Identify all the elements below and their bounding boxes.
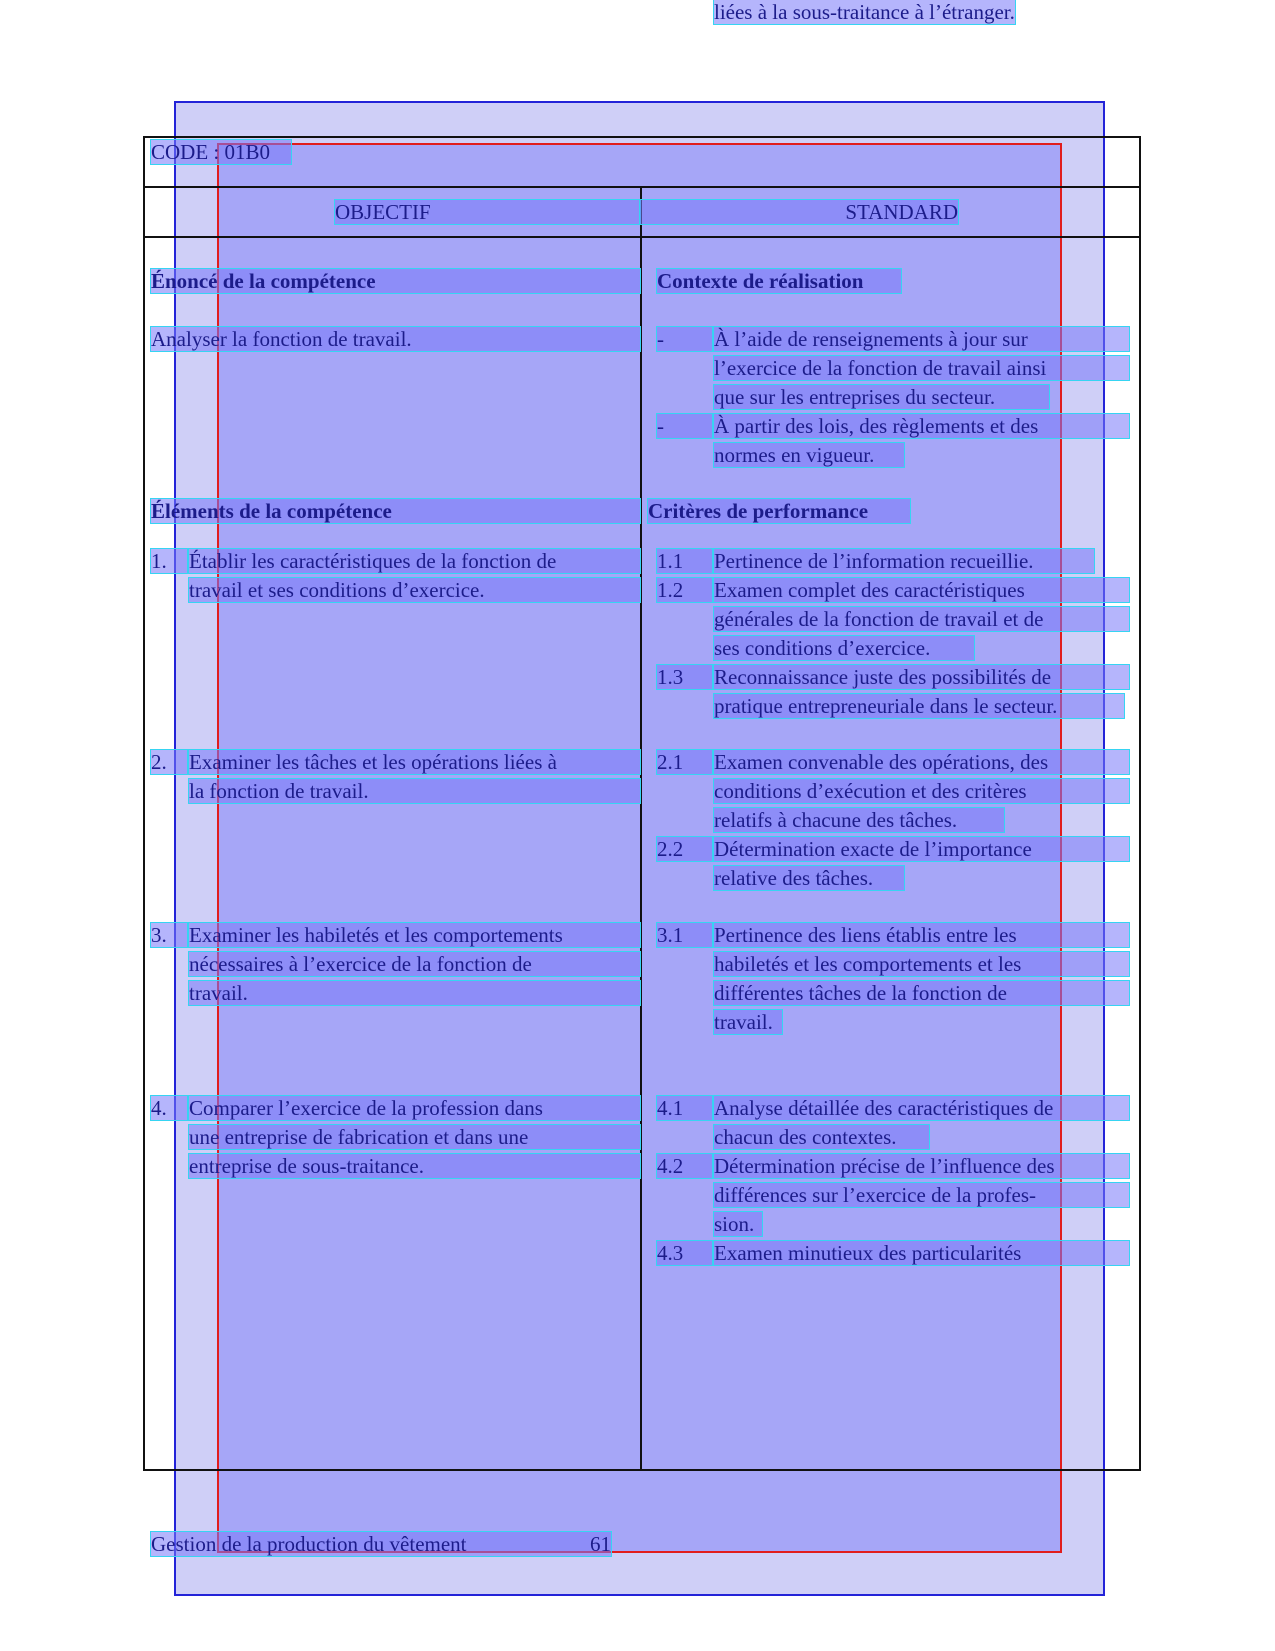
critere-line: Analyse détaillée des caractéristiques de bbox=[714, 1096, 1129, 1120]
critere-line: différences sur l’exercice de la profes- bbox=[714, 1183, 1129, 1207]
element-num-2: 2. bbox=[151, 750, 187, 774]
element-line: travail. bbox=[189, 981, 640, 1005]
critere-line: Examen convenable des opérations, des bbox=[714, 750, 1129, 774]
footer bbox=[151, 1532, 611, 1556]
footer-title: Gestion de la production du vêtement bbox=[151, 1532, 467, 1556]
element-line: Examiner les tâches et les opérations liées à bbox=[189, 750, 640, 774]
critere-line: travail. bbox=[714, 1010, 782, 1034]
header-objectif: OBJECTIF bbox=[335, 200, 640, 224]
critere-num-4-3: 4.3 bbox=[657, 1241, 712, 1265]
contexte-title: Contexte de réalisation bbox=[657, 269, 901, 293]
critere-line: Détermination précise de l’influence des bbox=[714, 1154, 1129, 1178]
critere-line: Examen complet des caractéristiques bbox=[714, 578, 1129, 602]
critere-line: Examen minutieux des particularités bbox=[714, 1241, 1129, 1265]
critere-line: chacun des contextes. bbox=[714, 1125, 929, 1149]
critere-line: relative des tâches. bbox=[714, 866, 904, 890]
critere-line: Reconnaissance juste des possibilités de bbox=[714, 665, 1129, 689]
element-line: une entreprise de fabrication et dans une bbox=[189, 1125, 640, 1149]
critere-line: relatifs à chacune des tâches. bbox=[714, 808, 1004, 832]
critere-line: générales de la fonction de travail et de bbox=[714, 607, 1129, 631]
critere-line: habiletés et les comportements et les bbox=[714, 952, 1129, 976]
contexte-line: normes en vigueur. bbox=[714, 443, 904, 467]
code-label: CODE : 01B0 bbox=[151, 140, 291, 164]
critere-num-2-2: 2.2 bbox=[657, 837, 712, 861]
critere-num-1-1: 1.1 bbox=[657, 549, 712, 573]
critere-line: ses conditions d’exercice. bbox=[714, 636, 974, 660]
elements-title: Éléments de la compétence bbox=[151, 499, 640, 523]
contexte-line: l’exercice de la fonction de travail ainsi bbox=[714, 356, 1129, 380]
critere-num-1-2: 1.2 bbox=[657, 578, 712, 602]
critere-line: pratique entrepreneuriale dans le secteur. bbox=[714, 694, 1124, 718]
element-line: travail et ses conditions d’exercice. bbox=[189, 578, 640, 602]
critere-num-3-1: 3.1 bbox=[657, 923, 712, 947]
critere-line: conditions d’exécution et des critères bbox=[714, 779, 1129, 803]
element-line: la fonction de travail. bbox=[189, 779, 640, 803]
critere-line: Pertinence de l’information recueillie. bbox=[714, 549, 1094, 573]
footer-page-number: 61 bbox=[590, 1532, 611, 1556]
critere-line: différentes tâches de la fonction de bbox=[714, 981, 1129, 1005]
element-line: Comparer l’exercice de la profession dans bbox=[189, 1096, 640, 1120]
contexte-bullet-1: - bbox=[657, 327, 712, 351]
element-num-3: 3. bbox=[151, 923, 187, 947]
contexte-line: À partir des lois, des règlements et des bbox=[714, 414, 1129, 438]
element-num-4: 4. bbox=[151, 1096, 187, 1120]
table-divider-2 bbox=[143, 236, 1141, 238]
table-column-divider bbox=[640, 186, 642, 1471]
critere-line: Détermination exacte de l’importance bbox=[714, 837, 1129, 861]
critere-num-2-1: 2.1 bbox=[657, 750, 712, 774]
element-line: nécessaires à l’exercice de la fonction de bbox=[189, 952, 640, 976]
critere-line: liées à la sous-traitance à l’étranger. bbox=[714, 0, 1015, 24]
contexte-line: que sur les entreprises du secteur. bbox=[714, 385, 1049, 409]
element-line: Examiner les habiletés et les comportements bbox=[189, 923, 640, 947]
enonce-text: Analyser la fonction de travail. bbox=[151, 327, 640, 351]
critere-num-4-1: 4.1 bbox=[657, 1096, 712, 1120]
contexte-line: À l’aide de renseignements à jour sur bbox=[714, 327, 1129, 351]
critere-line: Pertinence des liens établis entre les bbox=[714, 923, 1129, 947]
contexte-bullet-2: - bbox=[657, 414, 712, 438]
header-standard: STANDARD bbox=[640, 200, 958, 224]
criteres-title: Critères de performance bbox=[648, 499, 910, 523]
element-num-1: 1. bbox=[151, 549, 187, 573]
enonce-title: Énoncé de la compétence bbox=[151, 269, 640, 293]
critere-num-1-3: 1.3 bbox=[657, 665, 712, 689]
critere-line: sion. bbox=[714, 1212, 762, 1236]
critere-num-4-2: 4.2 bbox=[657, 1154, 712, 1178]
element-line: Établir les caractéristiques de la fonction de bbox=[189, 549, 640, 573]
table-divider-1 bbox=[143, 186, 1141, 188]
element-line: entreprise de sous-traitance. bbox=[189, 1154, 640, 1178]
